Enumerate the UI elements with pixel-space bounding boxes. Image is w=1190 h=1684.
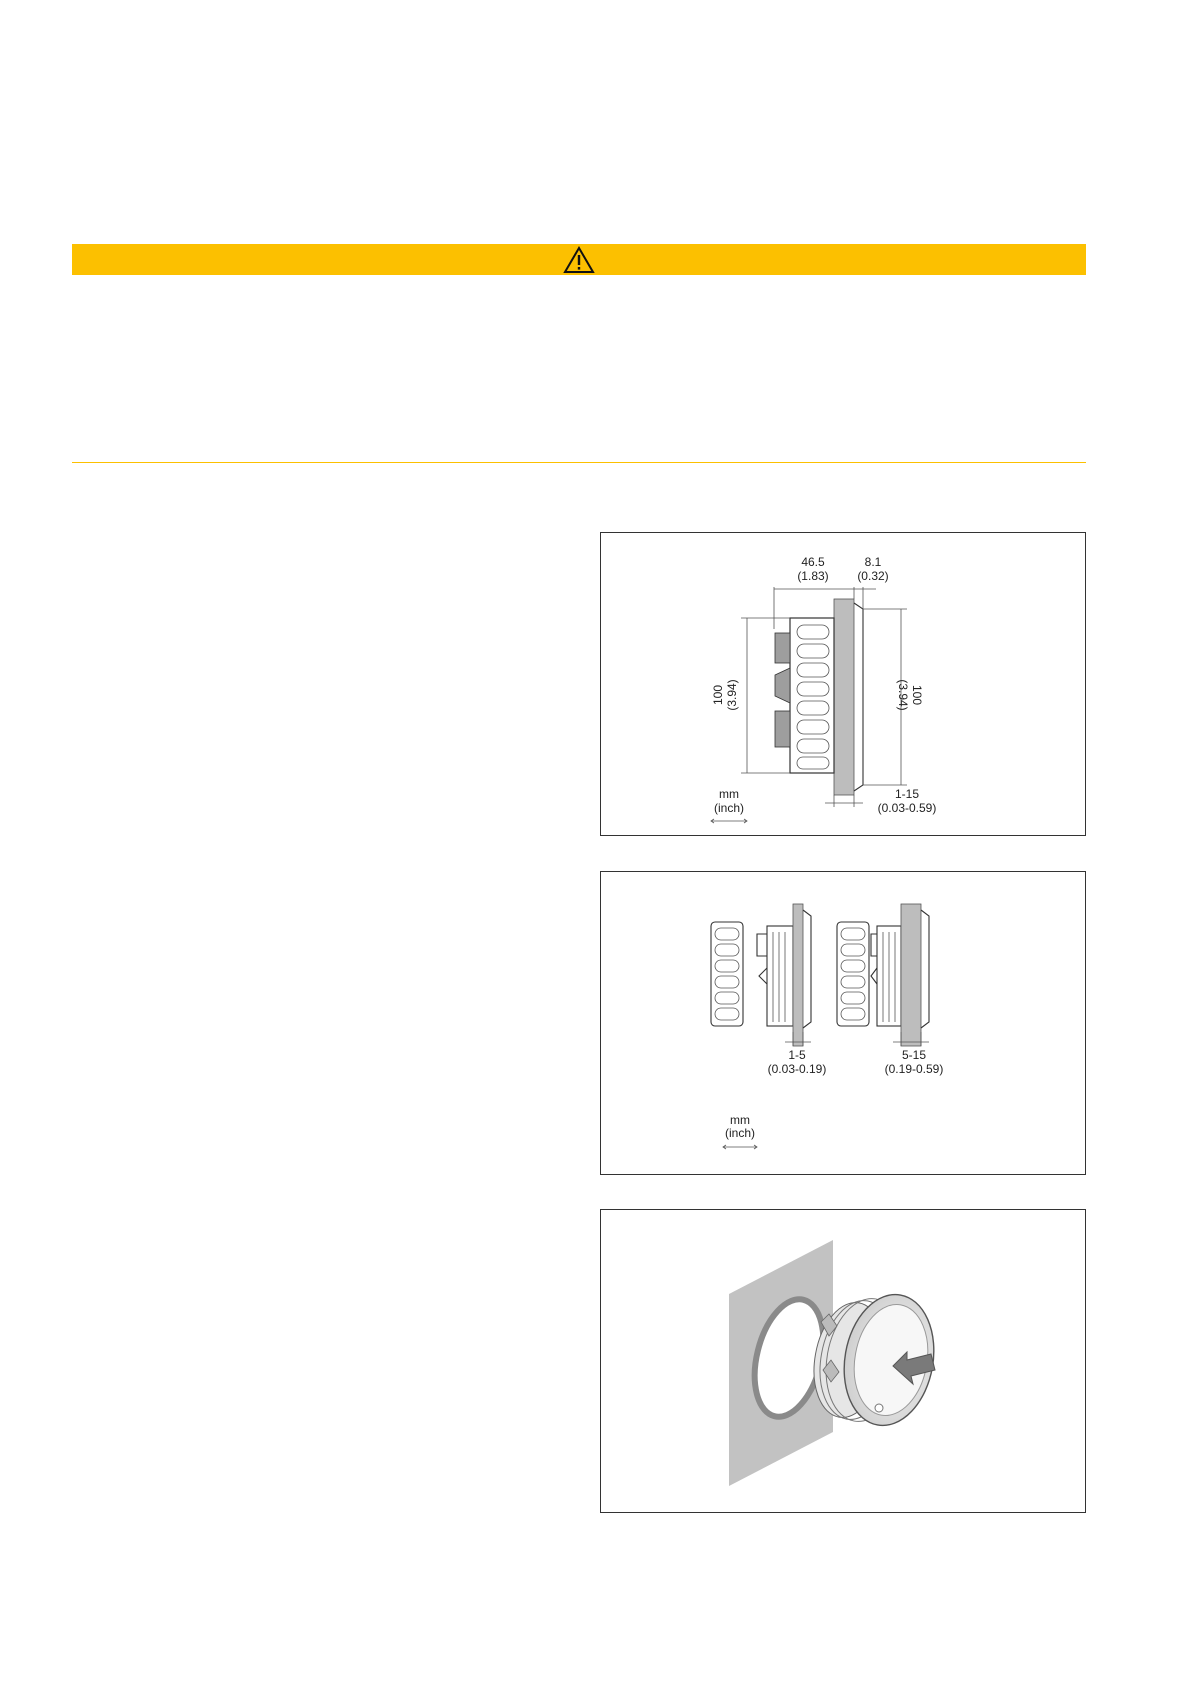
installation-drawing <box>601 1210 1085 1512</box>
dim-right-inch: (3.94) <box>896 679 910 711</box>
dim-left-inch: (3.94) <box>725 679 739 711</box>
dim-thick-panel: 5-15 <box>901 1048 927 1062</box>
dim-top-left-inch: (1.83) <box>797 569 829 583</box>
dim-right: 100 <box>910 684 924 706</box>
dim-thin-panel-inch: (0.03-0.19) <box>767 1062 827 1076</box>
dim-bottom-inch: (0.03-0.59) <box>877 801 937 815</box>
installation-figure <box>600 1209 1086 1513</box>
dim-bottom: 1-15 <box>894 787 920 801</box>
panel-thickness-figure <box>600 871 1086 1175</box>
dim-top-right: 8.1 <box>864 555 882 569</box>
unit-mm: mm <box>719 787 739 801</box>
unit-inch: (inch) <box>724 1126 756 1140</box>
panel-thickness-drawing <box>601 872 1085 1174</box>
dim-top-left: 46.5 <box>801 555 825 569</box>
assembly-thin-panel <box>711 904 811 1046</box>
dim-left: 100 <box>711 684 725 706</box>
dim-thin-panel: 1-5 <box>788 1048 806 1062</box>
dim-thick-panel-inch: (0.19-0.59) <box>884 1062 944 1076</box>
dimension-figure <box>600 532 1086 836</box>
dim-top-right-inch: (0.32) <box>857 569 889 583</box>
unit-mm: mm <box>730 1113 750 1127</box>
warning-bar <box>72 244 1086 275</box>
dimension-drawing <box>601 533 1085 835</box>
assembly-thick-panel <box>837 904 929 1046</box>
unit-inch: (inch) <box>713 801 745 815</box>
section-divider <box>72 462 1086 463</box>
warning-triangle-icon <box>563 246 595 274</box>
